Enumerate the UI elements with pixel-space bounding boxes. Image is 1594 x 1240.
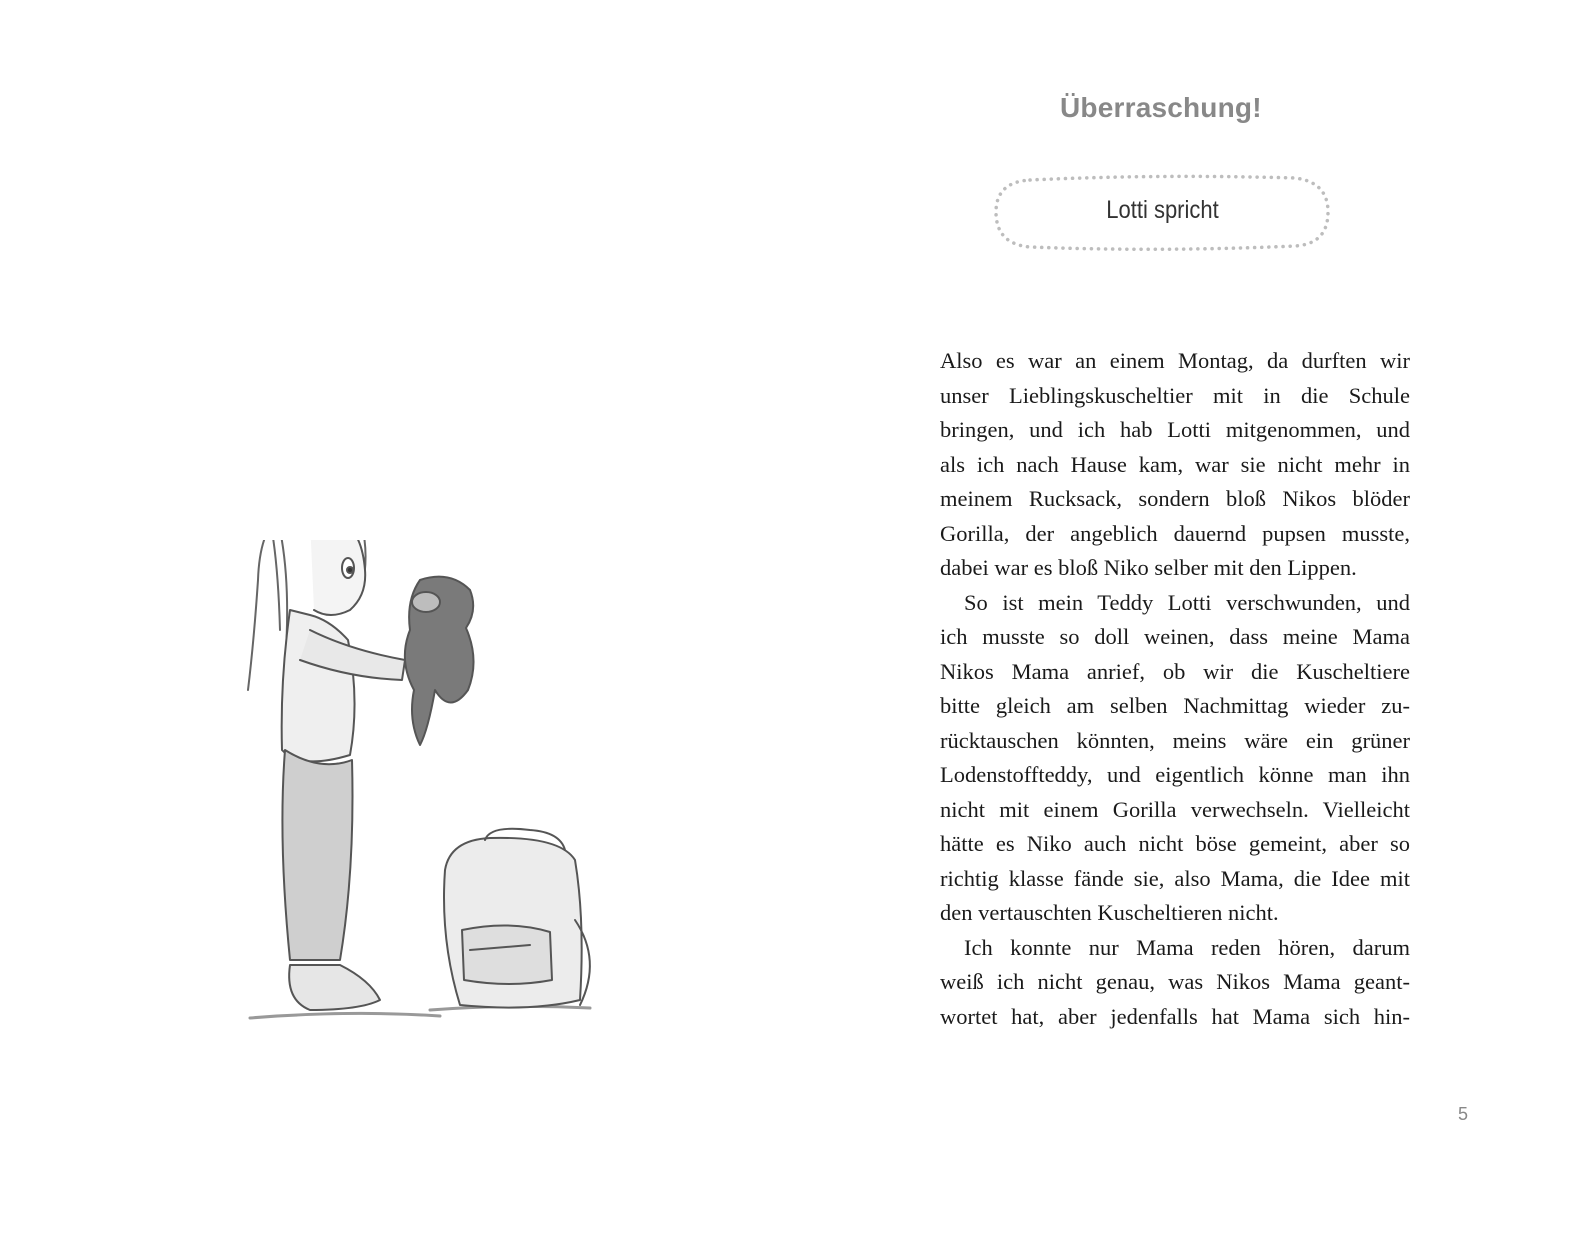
speaker-label: Lotti spricht — [1106, 196, 1219, 224]
text-line: den vertauschten Kuscheltieren nicht. — [940, 900, 1279, 925]
chapter-title: Überraschung! — [1060, 92, 1262, 123]
text-line: Ich konnte nur Mama reden hören, darum — [964, 934, 1410, 960]
text-line: unser Lieblingskuscheltier mit in die Schule — [940, 382, 1410, 408]
text-line: nicht mit einem Gorilla verwechseln. Vielleicht — [940, 796, 1410, 822]
text-line: dabei war es bloß Niko selber mit den Lippen. — [940, 555, 1357, 580]
text-line: Gorilla, der angeblich dauernd pupsen musste, — [940, 520, 1410, 546]
text-line: weiß ich nicht genau, was Nikos Mama geant- — [940, 969, 1410, 994]
text-line: wortet hat, aber jedenfalls hat Mama sich hin- — [940, 1003, 1410, 1029]
page-number: 5 — [1458, 1104, 1469, 1124]
body-text — [940, 344, 1410, 1034]
text-line: rücktauschen könnten, meins wäre ein grüner — [940, 727, 1410, 753]
text-line: bitte gleich am selben Nachmittag wieder zu- — [940, 693, 1410, 718]
text-line: Nikos Mama anrief, ob wir die Kuscheltiere — [940, 658, 1410, 684]
text-line: bringen, und ich hab Lotti mitgenommen, und — [940, 417, 1410, 442]
text-line: Also es war an einem Montag, da durften wir — [940, 348, 1410, 373]
text-line: richtig klasse fände sie, also Mama, die Idee mit — [940, 865, 1410, 891]
text-line: Lodenstoffteddy, und eigentlich könne man ihn — [940, 762, 1410, 787]
text-line: meinem Rucksack, sondern bloß Nikos blöder — [940, 486, 1410, 511]
text-line: hätte es Niko auch nicht böse gemeint, aber so — [940, 831, 1410, 856]
text-line: ich musste so doll weinen, dass meine Mama — [940, 624, 1410, 649]
girl-with-gorilla-and-backpack-illustration — [230, 540, 630, 1040]
text-line: So ist mein Teddy Lotti verschwunden, und — [964, 589, 1410, 615]
text-line: als ich nach Hause kam, war sie nicht mehr in — [940, 451, 1410, 477]
